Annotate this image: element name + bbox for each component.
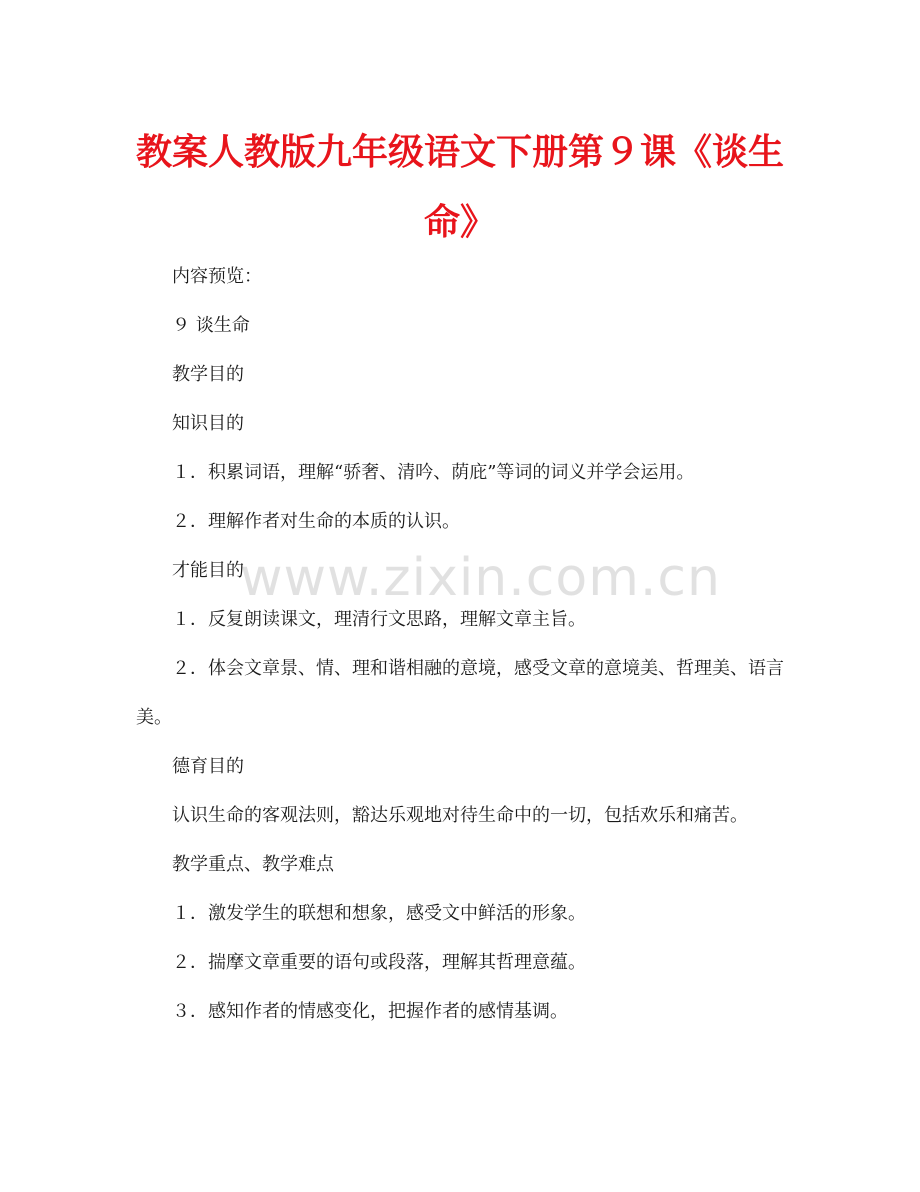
heading-ability-goals: 才能目的 xyxy=(172,560,244,581)
heading-key-points: 教学重点、教学难点 xyxy=(172,854,334,875)
paragraph-ability-1: １．反复朗读课文，理清行文思路，理解文章主旨。 xyxy=(172,609,586,630)
paragraph-lesson-title: ９ 谈生命 xyxy=(172,315,250,336)
paragraph-knowledge-2: ２．理解作者对生命的本质的认识。 xyxy=(172,511,460,532)
document-body xyxy=(136,252,790,1036)
paragraph-knowledge-1: １．积累词语，理解“骄奢、清吟、荫庇”等词的词义并学会运用。 xyxy=(172,462,695,483)
heading-knowledge-goals: 知识目的 xyxy=(172,413,244,434)
watermark: www.zixin.com.cn xyxy=(240,548,721,608)
paragraph-key-3: ３．感知作者的情感变化，把握作者的感情基调。 xyxy=(172,1001,568,1022)
paragraph-key-1: １．激发学生的联想和想象，感受文中鲜活的形象。 xyxy=(172,903,586,924)
paragraph-key-2: ２．揣摩文章重要的语句或段落，理解其哲理意蕴。 xyxy=(172,952,586,973)
heading-moral-goals: 德育目的 xyxy=(172,756,244,777)
paragraph-preview: 内容预览： xyxy=(172,266,262,287)
heading-teaching-goals: 教学目的 xyxy=(172,364,244,385)
paragraph-ability-2: ２．体会文章景、情、理和谐相融的意境，感受文章的意境美、哲理美、语言美。 xyxy=(136,658,784,728)
document-title: 教案人教版九年级语文下册第９课《谈生命》 xyxy=(135,132,784,243)
paragraph-moral: 认识生命的客观法则，豁达乐观地对待生命中的一切，包括欢乐和痛苦。 xyxy=(172,805,748,826)
